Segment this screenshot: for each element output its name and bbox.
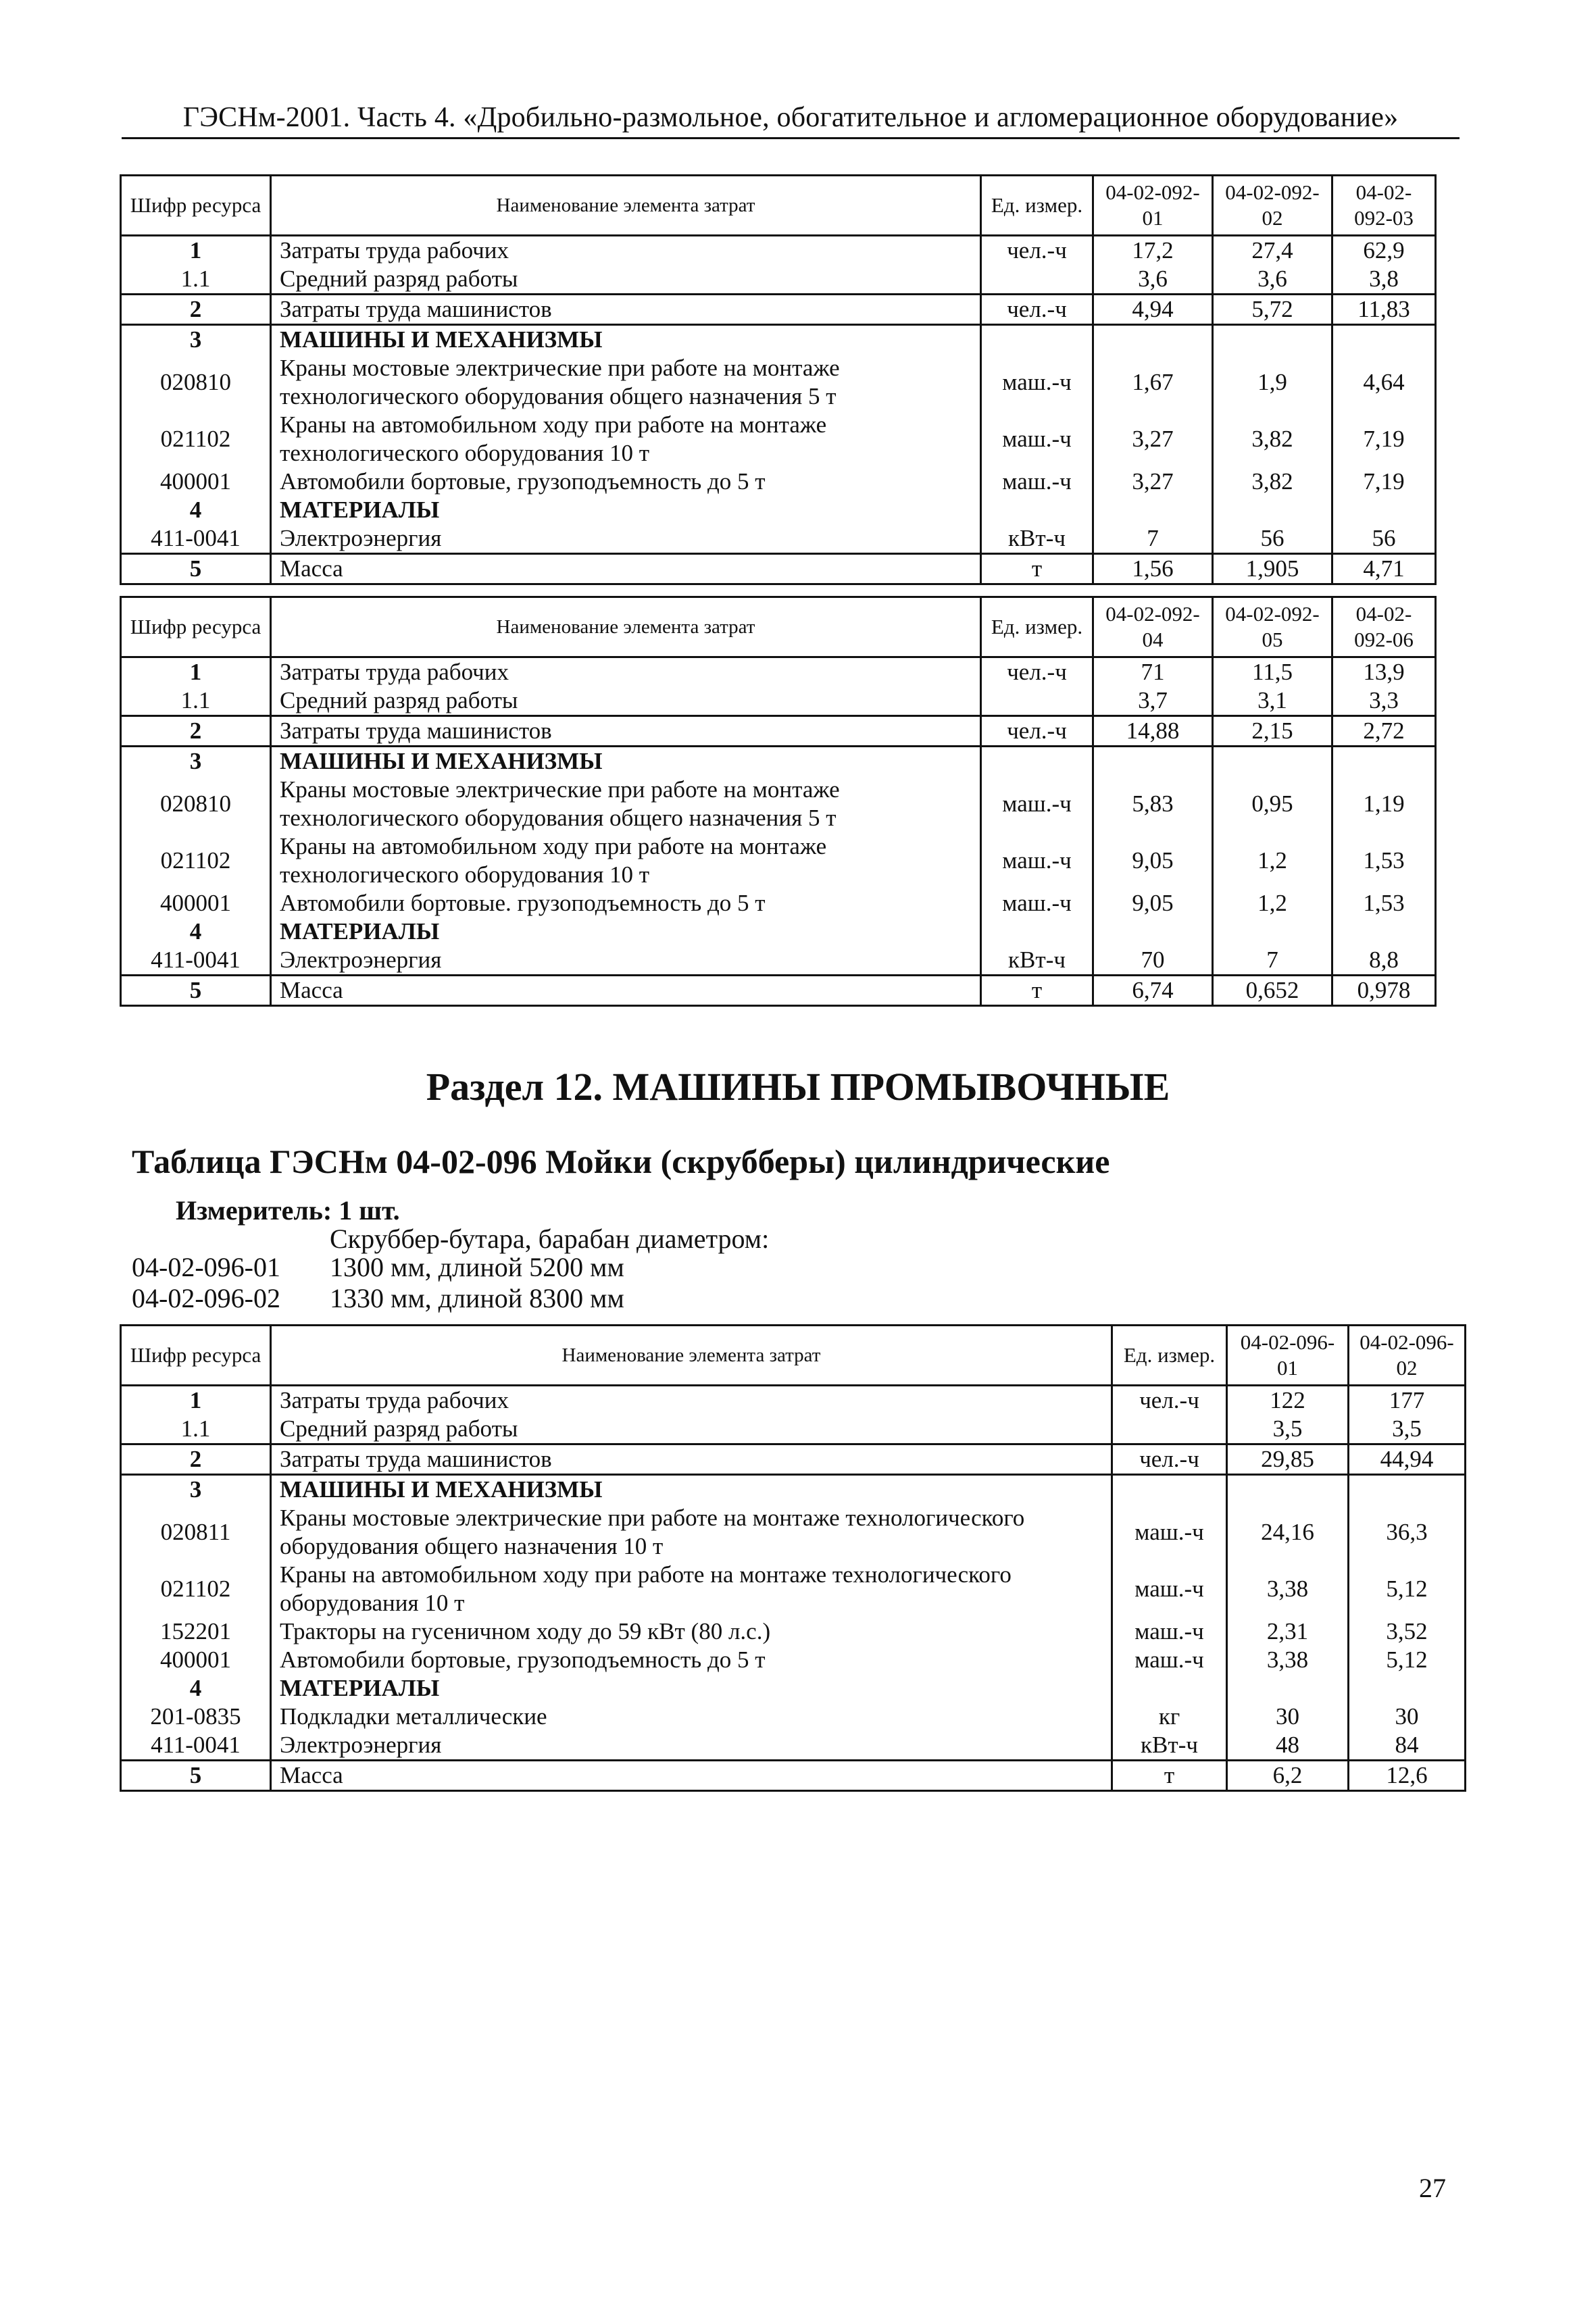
- row-value: 3,38: [1227, 1646, 1349, 1674]
- row-value: 56: [1332, 524, 1436, 554]
- header-variant: 04-02-092-05: [1213, 597, 1332, 657]
- row-name: Автомобили бортовые, грузоподъемность до 5 т: [271, 468, 981, 496]
- variant-row: [132, 1282, 624, 1314]
- row-value: 13,9: [1332, 657, 1436, 687]
- row-name: Затраты труда рабочих: [271, 236, 981, 266]
- running-header: ГЭСНм-2001. Часть 4. «Дробильно-размольное, обогатительное и агломерационное оборудование»: [182, 102, 1399, 133]
- row-unit: чел.-ч: [981, 657, 1093, 687]
- row-unit: кВт-ч: [981, 524, 1093, 554]
- table-row: [121, 832, 1436, 889]
- row-name: МАТЕРИАЛЫ: [271, 917, 981, 946]
- table-row: [121, 1504, 1466, 1561]
- row-name: Средний разряд работы: [271, 265, 981, 295]
- row-value: 3,6: [1213, 265, 1332, 295]
- row-unit: [1112, 1475, 1227, 1505]
- row-name: Затраты труда рабочих: [271, 1386, 1112, 1415]
- row-unit: [981, 686, 1093, 716]
- header-unit: Ед. измер.: [981, 176, 1093, 236]
- row-name: МАТЕРИАЛЫ: [271, 496, 981, 524]
- row-name: МАШИНЫ И МЕХАНИЗМЫ: [271, 1475, 1112, 1505]
- header-unit: Ед. измер.: [981, 597, 1093, 657]
- table-title: Таблица ГЭСНм 04-02-096 Мойки (скрубберы) цилиндрические: [132, 1142, 1110, 1180]
- row-value: 71: [1093, 657, 1213, 687]
- variant-text: 1330 мм, длиной 8300 мм: [330, 1283, 624, 1313]
- row-value: 7: [1093, 524, 1213, 554]
- header-variant: 04-02-092-06: [1332, 597, 1436, 657]
- row-name: Автомобили бортовые. грузоподъемность до 5 т: [271, 889, 981, 917]
- row-value: 177: [1349, 1386, 1466, 1415]
- row-value: 17,2: [1093, 236, 1213, 266]
- row-code: 4: [121, 917, 271, 946]
- row-value: 1,19: [1332, 776, 1436, 832]
- row-value: 9,05: [1093, 832, 1213, 889]
- table-row: [121, 554, 1436, 584]
- variant-code: 04-02-096-01: [132, 1252, 280, 1282]
- row-name: Тракторы на гусеничном ходу до 59 кВт (80 л.с.): [271, 1617, 1112, 1646]
- row-code: 021102: [121, 411, 271, 468]
- header-variant: 04-02-096-01: [1227, 1326, 1349, 1386]
- table-row: [121, 1561, 1466, 1617]
- row-value: 1,2: [1213, 889, 1332, 917]
- table-header-row: [121, 176, 1436, 236]
- row-value: 3,82: [1213, 411, 1332, 468]
- row-unit: маш.-ч: [1112, 1646, 1227, 1674]
- row-name: МАШИНЫ И МЕХАНИЗМЫ: [271, 747, 981, 776]
- row-value: [1349, 1674, 1466, 1703]
- row-unit: кг: [1112, 1703, 1227, 1731]
- row-unit: чел.-ч: [981, 236, 1093, 266]
- table-row: [121, 1703, 1466, 1731]
- row-code: 4: [121, 496, 271, 524]
- row-value: [1093, 325, 1213, 355]
- header-unit: Ед. измер.: [1112, 1326, 1227, 1386]
- row-unit: маш.-ч: [1112, 1617, 1227, 1646]
- row-unit: т: [1112, 1761, 1227, 1791]
- row-name: Масса: [271, 1761, 1112, 1791]
- row-value: 1,905: [1213, 554, 1332, 584]
- row-value: 14,88: [1093, 716, 1213, 747]
- row-unit: кВт-ч: [1112, 1731, 1227, 1761]
- row-code: 201-0835: [121, 1703, 271, 1731]
- row-code: 020810: [121, 776, 271, 832]
- table-header-row: [121, 1326, 1466, 1386]
- table-row: [121, 976, 1436, 1006]
- row-name: МАТЕРИАЛЫ: [271, 1674, 1112, 1703]
- row-unit: чел.-ч: [981, 716, 1093, 747]
- table-row: [121, 468, 1436, 496]
- row-value: 3,8: [1332, 265, 1436, 295]
- row-unit: чел.-ч: [1112, 1444, 1227, 1475]
- row-name: Электроэнергия: [271, 1731, 1112, 1761]
- row-value: 5,72: [1213, 295, 1332, 325]
- row-unit: [1112, 1674, 1227, 1703]
- table-row: [121, 716, 1436, 747]
- row-value: 5,12: [1349, 1646, 1466, 1674]
- table-row: [121, 747, 1436, 776]
- table-row: [121, 411, 1436, 468]
- row-value: 1,9: [1213, 354, 1332, 411]
- row-unit: [981, 496, 1093, 524]
- row-value: 12,6: [1349, 1761, 1466, 1791]
- row-unit: [981, 917, 1093, 946]
- row-value: 7,19: [1332, 411, 1436, 468]
- row-value: 3,27: [1093, 411, 1213, 468]
- row-code: 152201: [121, 1617, 271, 1646]
- table-row: [121, 1761, 1466, 1791]
- table-row: [121, 1444, 1466, 1475]
- table-row: [121, 657, 1436, 687]
- row-value: 6,74: [1093, 976, 1213, 1006]
- row-name: Масса: [271, 554, 981, 584]
- row-code: 1: [121, 236, 271, 266]
- row-value: 24,16: [1227, 1504, 1349, 1561]
- header-name: Наименование элемента затрат: [271, 1326, 1112, 1386]
- row-value: 3,5: [1349, 1415, 1466, 1444]
- row-value: 3,52: [1349, 1617, 1466, 1646]
- header-code: Шифр ресурса: [121, 597, 271, 657]
- row-code: 400001: [121, 1646, 271, 1674]
- row-code: 1: [121, 657, 271, 687]
- table-row: [121, 1386, 1466, 1415]
- table-row: [121, 265, 1436, 295]
- row-name: Затраты труда машинистов: [271, 1444, 1112, 1475]
- row-code: 2: [121, 295, 271, 325]
- variant-code: 04-02-096-02: [132, 1283, 280, 1313]
- row-unit: т: [981, 554, 1093, 584]
- row-name: Краны на автомобильном ходу при работе на монтаже технологического оборудования 10 т: [271, 1561, 1112, 1617]
- row-name: Краны мостовые электрические при работе на монтаже технологического оборудования общего назначения 5 т: [271, 776, 981, 832]
- row-code: 400001: [121, 889, 271, 917]
- header-code: Шифр ресурса: [121, 1326, 271, 1386]
- section-title: Раздел 12. МАШИНЫ ПРОМЫВОЧНЫЕ: [426, 1065, 1170, 1109]
- row-unit: маш.-ч: [981, 832, 1093, 889]
- header-variant: 04-02-092-02: [1213, 176, 1332, 236]
- table-row: [121, 686, 1436, 716]
- table-row: [121, 354, 1436, 411]
- header-code: Шифр ресурса: [121, 176, 271, 236]
- row-name: Электроэнергия: [271, 524, 981, 554]
- row-value: 4,94: [1093, 295, 1213, 325]
- row-unit: кВт-ч: [981, 946, 1093, 976]
- row-value: 3,6: [1093, 265, 1213, 295]
- row-value: 2,31: [1227, 1617, 1349, 1646]
- table-row: [121, 325, 1436, 355]
- row-value: 27,4: [1213, 236, 1332, 266]
- row-value: [1093, 496, 1213, 524]
- row-code: 411-0041: [121, 1731, 271, 1761]
- row-value: 2,15: [1213, 716, 1332, 747]
- row-value: 3,82: [1213, 468, 1332, 496]
- row-value: 0,652: [1213, 976, 1332, 1006]
- row-code: 021102: [121, 1561, 271, 1617]
- row-value: 3,7: [1093, 686, 1213, 716]
- row-name: Электроэнергия: [271, 946, 981, 976]
- row-name: Краны мостовые электрические при работе на монтаже технологического оборудования общего назначения 5 т: [271, 354, 981, 411]
- row-value: [1213, 747, 1332, 776]
- row-code: 5: [121, 554, 271, 584]
- table-row: [121, 295, 1436, 325]
- row-value: 11,83: [1332, 295, 1436, 325]
- row-value: [1349, 1475, 1466, 1505]
- row-value: 11,5: [1213, 657, 1332, 687]
- row-value: [1213, 496, 1332, 524]
- row-unit: маш.-ч: [981, 411, 1093, 468]
- row-code: 3: [121, 1475, 271, 1505]
- row-code: 400001: [121, 468, 271, 496]
- row-unit: чел.-ч: [1112, 1386, 1227, 1415]
- row-name: Подкладки металлические: [271, 1703, 1112, 1731]
- variant-caption: Скруббер-бутара, барабан диаметром:: [330, 1224, 770, 1254]
- row-value: 122: [1227, 1386, 1349, 1415]
- row-code: 1.1: [121, 265, 271, 295]
- cost-table-096: [120, 1324, 1466, 1792]
- row-value: [1332, 325, 1436, 355]
- row-unit: маш.-ч: [981, 468, 1093, 496]
- row-code: 411-0041: [121, 946, 271, 976]
- row-unit: чел.-ч: [981, 295, 1093, 325]
- row-value: [1093, 747, 1213, 776]
- row-name: Краны на автомобильном ходу при работе на монтаже технологического оборудования 10 т: [271, 411, 981, 468]
- row-unit: маш.-ч: [981, 354, 1093, 411]
- row-value: 84: [1349, 1731, 1466, 1761]
- table-row: [121, 1475, 1466, 1505]
- row-unit: [981, 747, 1093, 776]
- row-unit: [981, 325, 1093, 355]
- row-code: 1.1: [121, 1415, 271, 1444]
- row-value: 3,5: [1227, 1415, 1349, 1444]
- row-value: 48: [1227, 1731, 1349, 1761]
- row-value: 8,8: [1332, 946, 1436, 976]
- row-value: 1,53: [1332, 889, 1436, 917]
- row-value: [1213, 325, 1332, 355]
- measurement-unit: Измеритель: 1 шт.: [176, 1195, 400, 1226]
- header-variant: 04-02-092-01: [1093, 176, 1213, 236]
- row-value: 29,85: [1227, 1444, 1349, 1475]
- header-name: Наименование элемента затрат: [271, 176, 981, 236]
- row-value: 56: [1213, 524, 1332, 554]
- row-code: 411-0041: [121, 524, 271, 554]
- row-value: 62,9: [1332, 236, 1436, 266]
- row-name: Затраты труда машинистов: [271, 716, 981, 747]
- row-value: 1,2: [1213, 832, 1332, 889]
- table-row: [121, 524, 1436, 554]
- row-value: 36,3: [1349, 1504, 1466, 1561]
- row-value: [1227, 1475, 1349, 1505]
- header-variant: 04-02-092-03: [1332, 176, 1436, 236]
- row-unit: [1112, 1415, 1227, 1444]
- row-code: 1.1: [121, 686, 271, 716]
- row-value: [1093, 917, 1213, 946]
- variant-row: [132, 1251, 624, 1283]
- table-row: [121, 889, 1436, 917]
- table-row: [121, 496, 1436, 524]
- row-code: 021102: [121, 832, 271, 889]
- row-value: 0,95: [1213, 776, 1332, 832]
- row-name: Масса: [271, 976, 981, 1006]
- table-row: [121, 1674, 1466, 1703]
- row-value: 7,19: [1332, 468, 1436, 496]
- row-value: 5,12: [1349, 1561, 1466, 1617]
- row-value: 5,83: [1093, 776, 1213, 832]
- table-row: [121, 776, 1436, 832]
- table-row: [121, 917, 1436, 946]
- row-value: 2,72: [1332, 716, 1436, 747]
- row-name: Затраты труда машинистов: [271, 295, 981, 325]
- row-code: 3: [121, 325, 271, 355]
- header-rule: [122, 137, 1460, 139]
- row-value: 4,64: [1332, 354, 1436, 411]
- row-value: 7: [1213, 946, 1332, 976]
- table-header-row: [121, 597, 1436, 657]
- row-code: 2: [121, 1444, 271, 1475]
- table-row: [121, 1617, 1466, 1646]
- row-value: 30: [1349, 1703, 1466, 1731]
- variant-text: 1300 мм, длиной 5200 мм: [330, 1252, 624, 1282]
- row-value: [1213, 917, 1332, 946]
- row-value: 3,3: [1332, 686, 1436, 716]
- row-unit: маш.-ч: [1112, 1561, 1227, 1617]
- cost-table-092-04-06: [120, 596, 1437, 1007]
- row-code: 1: [121, 1386, 271, 1415]
- row-value: 4,71: [1332, 554, 1436, 584]
- row-value: 6,2: [1227, 1761, 1349, 1791]
- row-code: 2: [121, 716, 271, 747]
- row-name: МАШИНЫ И МЕХАНИЗМЫ: [271, 325, 981, 355]
- table-row: [121, 1731, 1466, 1761]
- row-value: [1332, 496, 1436, 524]
- header-variant: 04-02-092-04: [1093, 597, 1213, 657]
- row-value: [1332, 747, 1436, 776]
- header-name: Наименование элемента затрат: [271, 597, 981, 657]
- row-code: 5: [121, 976, 271, 1006]
- row-value: 9,05: [1093, 889, 1213, 917]
- row-unit: маш.-ч: [1112, 1504, 1227, 1561]
- table-row: [121, 1415, 1466, 1444]
- row-code: 3: [121, 747, 271, 776]
- row-name: Затраты труда рабочих: [271, 657, 981, 687]
- row-unit: т: [981, 976, 1093, 1006]
- row-value: [1227, 1674, 1349, 1703]
- row-code: 4: [121, 1674, 271, 1703]
- table-row: [121, 1646, 1466, 1674]
- row-unit: маш.-ч: [981, 776, 1093, 832]
- row-unit: [981, 265, 1093, 295]
- row-unit: маш.-ч: [981, 889, 1093, 917]
- row-value: 1,53: [1332, 832, 1436, 889]
- row-value: 30: [1227, 1703, 1349, 1731]
- row-name: Средний разряд работы: [271, 686, 981, 716]
- row-code: 5: [121, 1761, 271, 1791]
- row-value: 0,978: [1332, 976, 1436, 1006]
- row-value: 3,27: [1093, 468, 1213, 496]
- row-value: 1,67: [1093, 354, 1213, 411]
- row-value: 44,94: [1349, 1444, 1466, 1475]
- cost-table-092-01-03: [120, 174, 1437, 585]
- table-row: [121, 946, 1436, 976]
- row-value: 70: [1093, 946, 1213, 976]
- row-value: 3,38: [1227, 1561, 1349, 1617]
- row-name: Краны на автомобильном ходу при работе на монтаже технологического оборудования 10 т: [271, 832, 981, 889]
- row-code: 020810: [121, 354, 271, 411]
- row-value: 1,56: [1093, 554, 1213, 584]
- row-code: 020811: [121, 1504, 271, 1561]
- table-row: [121, 236, 1436, 266]
- row-name: Автомобили бортовые, грузоподъемность до 5 т: [271, 1646, 1112, 1674]
- row-value: [1332, 917, 1436, 946]
- row-name: Средний разряд работы: [271, 1415, 1112, 1444]
- row-value: 3,1: [1213, 686, 1332, 716]
- row-name: Краны мостовые электрические при работе на монтаже технологического оборудования общего назначения 10 т: [271, 1504, 1112, 1561]
- header-variant: 04-02-096-02: [1349, 1326, 1466, 1386]
- page-number: 27: [1419, 2173, 1446, 2203]
